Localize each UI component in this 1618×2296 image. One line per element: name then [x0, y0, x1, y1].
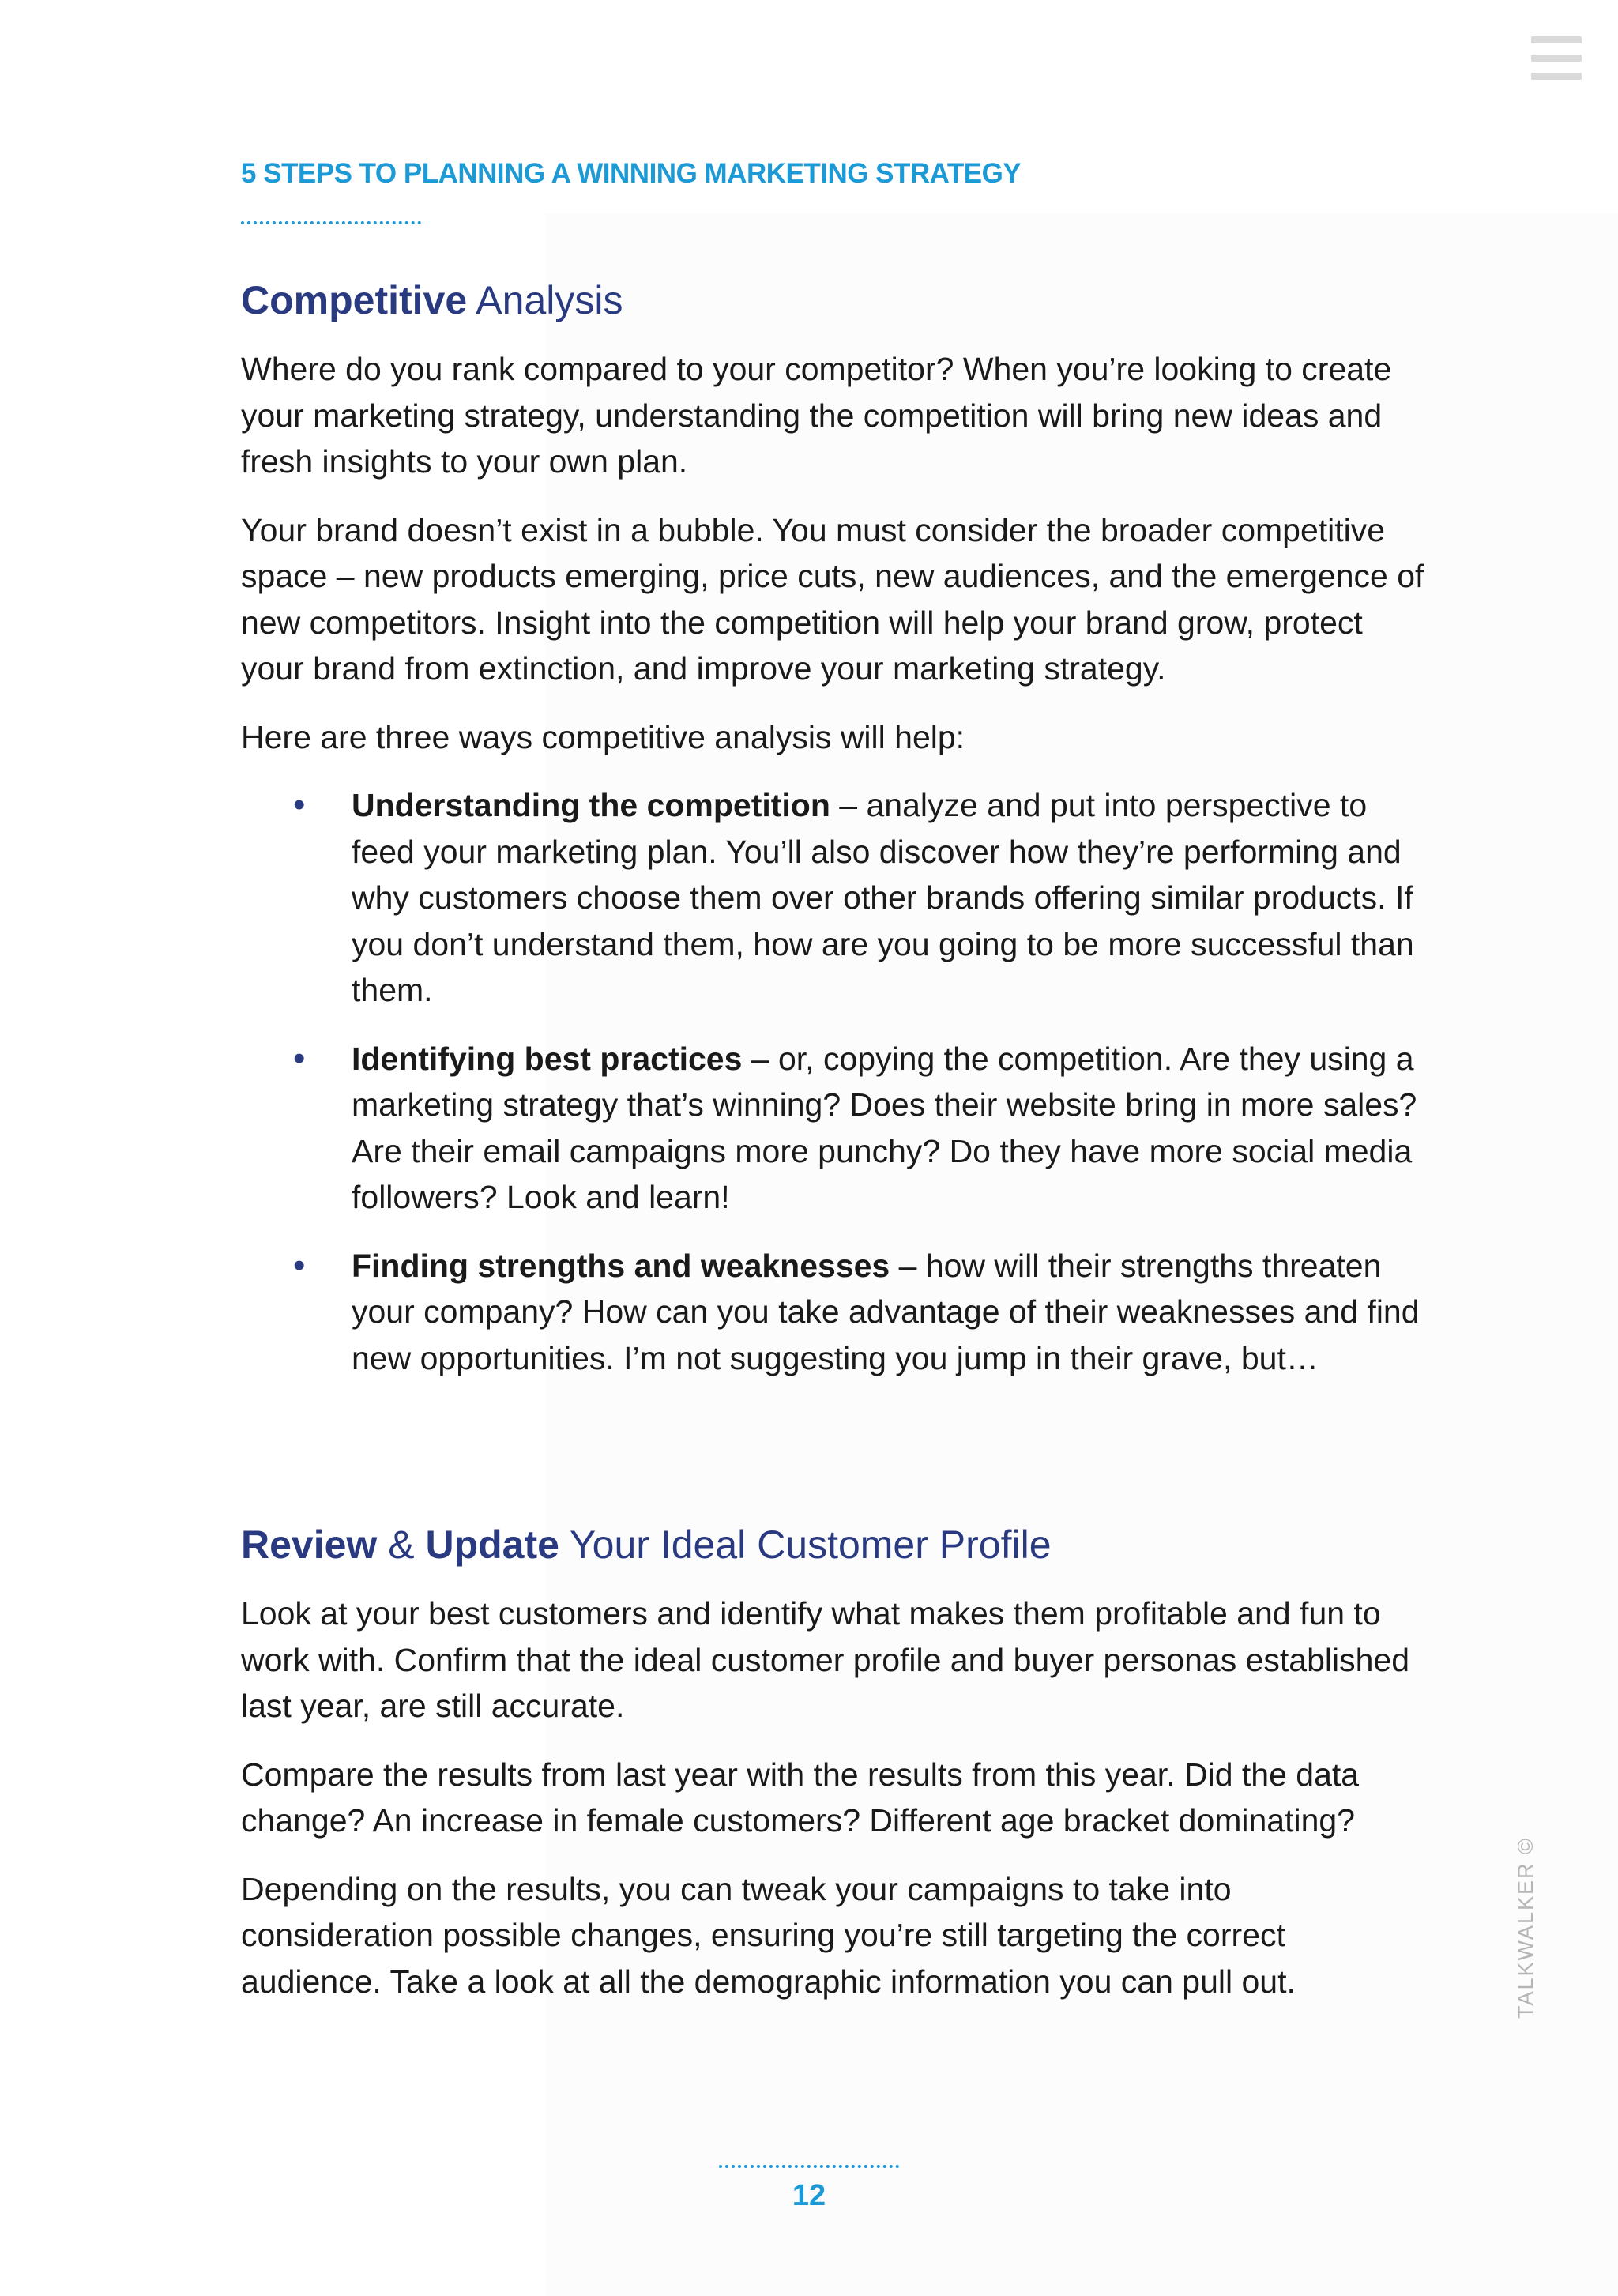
- paragraph: Compare the results from last year with the results from this year. Did the data change? An increase in female customers? Different age bracket dominating?: [241, 1756, 1360, 1839]
- list-item: [241, 1243, 1426, 1382]
- footer-dotted-divider: [719, 2165, 899, 2171]
- heading-bold-part: Competitive: [241, 278, 468, 322]
- list-item-title: Identifying best practices: [352, 1040, 743, 1077]
- list-item-text: – analyze and put into perspective to feed your marketing plan. You’ll also discover how they’re performing and why customers choose them over other brands offering similar products. If you don’t understand them, how are you going to be more successful than them.: [352, 787, 1414, 1008]
- benefit-list: [241, 782, 1426, 1381]
- hamburger-menu-icon[interactable]: [1531, 36, 1582, 81]
- bullet-icon: •: [293, 785, 306, 824]
- heading-bold-part: Update: [425, 1523, 559, 1567]
- list-item-title: Finding strengths and weaknesses: [352, 1247, 890, 1284]
- bullet-icon: •: [293, 1038, 306, 1078]
- heading-bold-part: Review: [241, 1523, 378, 1567]
- heading-regular-part: Analysis: [467, 278, 623, 322]
- list-item: [241, 782, 1426, 1014]
- list-item: [241, 1036, 1426, 1221]
- section-customer-profile: [241, 1513, 1426, 2027]
- paragraph: Your brand doesn’t exist in a bubble. You must consider the broader competitive space – new products emerging, price cuts, new audiences, and the emergence of new competitors. Insight into the competition will help your brand grow, protect your brand from extinction, and improve your marketing strategy.: [241, 511, 1424, 687]
- header-dotted-divider: [241, 221, 421, 228]
- paragraph: Here are three ways competitive analysis will help:: [241, 718, 965, 755]
- section-competitive-analysis: [241, 269, 1426, 1403]
- section-heading: [241, 269, 1426, 332]
- paragraph: Depending on the results, you can tweak your campaigns to take into consideration possible changes, ensuring you’re still targeting the correct audience. Take a look at all the demographic information you can pull out.: [241, 1870, 1296, 2000]
- bullet-icon: •: [293, 1245, 306, 1285]
- heading-regular-part: &: [377, 1523, 426, 1567]
- list-item-title: Understanding the competition: [352, 787, 830, 823]
- document-header-title: 5 STEPS TO PLANNING A WINNING MARKETING STRATEGY: [241, 158, 1022, 189]
- paragraph: Where do you rank compared to your competitor? When you’re looking to create your marketing strategy, understanding the competition will bring new ideas and fresh insights to your own plan.: [241, 351, 1392, 480]
- page-number: 12: [792, 2179, 826, 2212]
- paragraph: Look at your best customers and identify what makes them profitable and fun to work with. Confirm that the ideal customer profile and buyer personas established last year, are still accurate.: [241, 1595, 1410, 1724]
- list-item-text: – how will their strengths threaten your company? How can you take advantage of their weaknesses and find new opportunities. I’m not suggesting you jump in their grave, but…: [352, 1247, 1420, 1376]
- section-heading: [241, 1513, 1426, 1576]
- heading-regular-part: Your Ideal Customer Profile: [559, 1523, 1052, 1567]
- list-item-text: – or, copying the competition. Are they using a marketing strategy that’s winning? Does their website bring in more sales? Are their email campaigns more punchy? Do they have more social media followers? Look and learn!: [352, 1040, 1417, 1215]
- brand-sidebar-label: TALKWALKER ©: [1514, 1837, 1537, 2019]
